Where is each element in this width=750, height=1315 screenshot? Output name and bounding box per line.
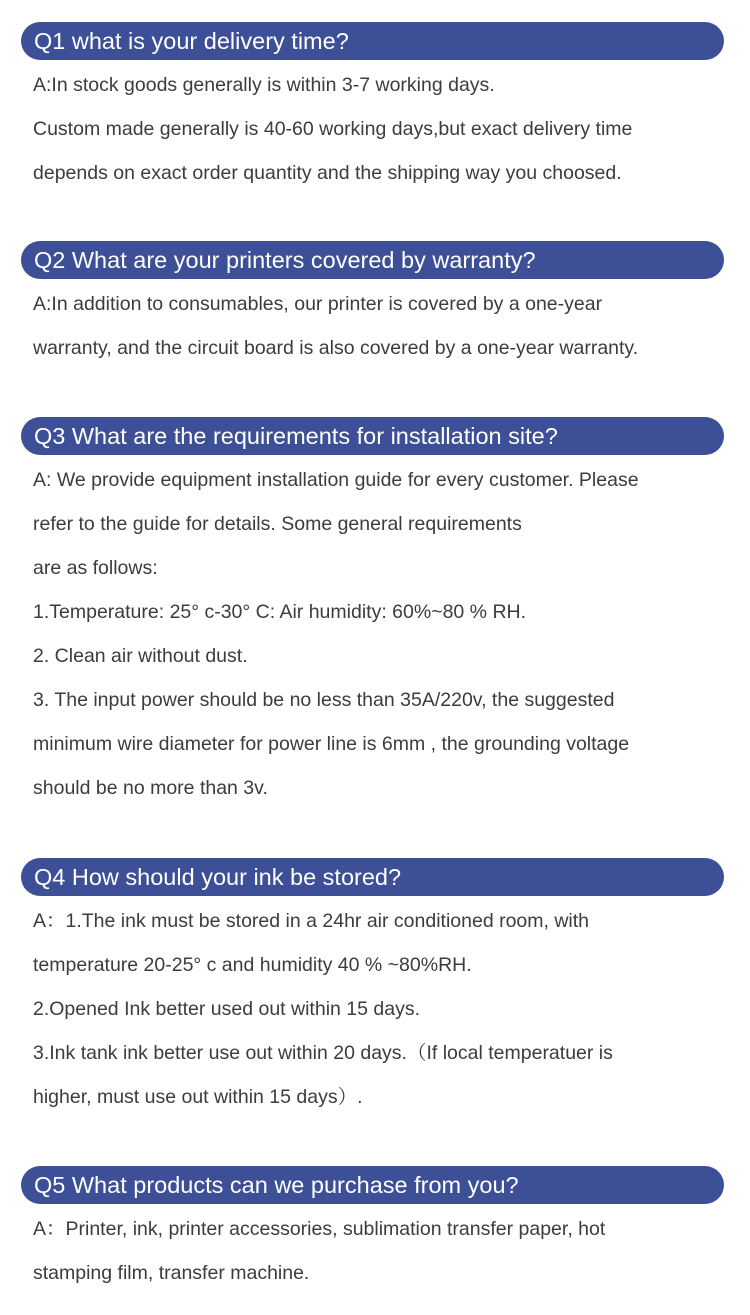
answer-line: refer to the guide for details. Some general requirements <box>33 513 522 535</box>
answer-line: are as follows: <box>33 557 158 579</box>
question-bar: Q4 How should your ink be stored? <box>21 858 724 896</box>
answer-block <box>33 458 733 810</box>
answer-line: temperature 20-25° c and humidity 40 % ~80%RH. <box>33 954 472 976</box>
answer-line: 1.Temperature: 25° c-30° C: Air humidity: 60%~80 % RH. <box>33 601 527 623</box>
answer-line: A: We provide equipment installation guide for every customer. Please <box>33 469 639 491</box>
question-bar: Q3 What are the requirements for installation site? <box>21 417 724 455</box>
answer-line: 3. The input power should be no less than 35A/220v, the suggested <box>33 689 615 711</box>
answer-line: A:In stock goods generally is within 3-7 working days. <box>33 74 495 96</box>
answer-line: minimum wire diameter for power line is 6mm , the grounding voltage <box>33 733 630 755</box>
answer-line: A：Printer, ink, printer accessories, sublimation transfer paper, hot <box>33 1218 606 1240</box>
question-bar: Q5 What products can we purchase from you? <box>21 1166 724 1204</box>
question-bar: Q1 what is your delivery time? <box>21 22 724 60</box>
answer-block <box>33 899 733 1119</box>
answer-line: warranty, and the circuit board is also covered by a one-year warranty. <box>33 337 639 359</box>
answer-block <box>33 63 733 195</box>
answer-line: higher, must use out within 15 days）. <box>33 1086 363 1108</box>
answer-line: 2.Opened Ink better used out within 15 days. <box>33 998 421 1020</box>
answer-block <box>33 1207 733 1295</box>
answer-line: 2. Clean air without dust. <box>33 645 248 667</box>
answer-line: depends on exact order quantity and the shipping way you choosed. <box>33 162 622 184</box>
answer-line: A:In addition to consumables, our printer is covered by a one-year <box>33 293 603 315</box>
answer-line: 3.Ink tank ink better use out within 20 days.（If local temperatuer is <box>33 1042 613 1064</box>
answer-line: should be no more than 3v. <box>33 777 268 799</box>
answer-line: Custom made generally is 40-60 working days,but exact delivery time <box>33 118 633 140</box>
question-bar: Q2 What are your printers covered by warranty? <box>21 241 724 279</box>
answer-block <box>33 282 733 370</box>
answer-line: A：1.The ink must be stored in a 24hr air conditioned room, with <box>33 910 590 932</box>
answer-line: stamping film, transfer machine. <box>33 1262 310 1284</box>
